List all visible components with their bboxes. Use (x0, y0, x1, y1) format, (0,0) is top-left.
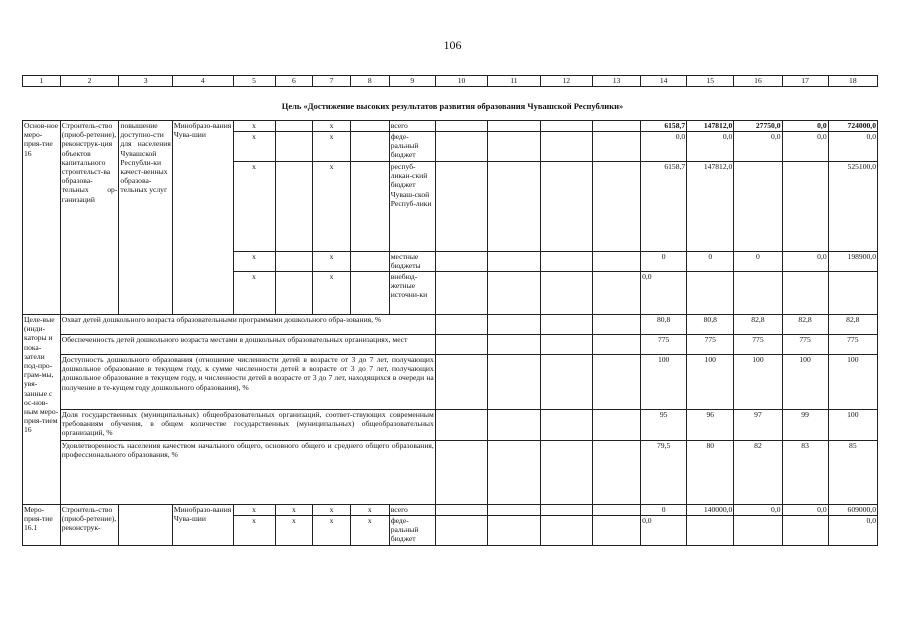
indicator-row (23, 355, 878, 410)
cell (350, 132, 389, 162)
col-num-8: 8 (350, 76, 389, 87)
cell (592, 272, 640, 315)
cell (687, 272, 734, 315)
indicator-row (23, 441, 878, 505)
cell: 100 (828, 410, 877, 441)
cell (540, 505, 592, 516)
cell (435, 132, 487, 162)
cell (350, 121, 389, 132)
cell: x (275, 505, 313, 516)
cell: 140000,0 (687, 505, 734, 516)
cell: 0 (734, 252, 782, 272)
cell (592, 252, 640, 272)
cell (435, 272, 487, 315)
cell: x (313, 272, 351, 315)
col-num-13: 13 (592, 76, 640, 87)
cell: x (313, 121, 351, 132)
cell (488, 441, 540, 505)
indicator-row (23, 410, 878, 441)
cell: x (313, 516, 351, 546)
cell: x (313, 505, 351, 516)
activity16-executor: Минобразо-вания Чува-шии (172, 121, 233, 315)
cell: 80 (687, 441, 734, 505)
cell (488, 272, 540, 315)
cell (592, 516, 640, 546)
cell (540, 441, 592, 505)
cell: x (313, 252, 351, 272)
cell (687, 516, 734, 546)
cell: 147812,0 (687, 121, 734, 132)
activity161-name: Строитель-ство (приоб-ретение), реконструк- (60, 505, 119, 546)
cell (592, 132, 640, 162)
cell: 80,8 (687, 315, 734, 335)
cell (734, 272, 782, 315)
cell: x (233, 162, 275, 252)
cell (435, 162, 487, 252)
cell (592, 335, 640, 355)
col-num-15: 15 (687, 76, 734, 87)
cell: 0,0 (782, 505, 828, 516)
program-table (22, 120, 878, 546)
indicator-row (23, 335, 878, 355)
cell (592, 315, 640, 335)
cell (435, 355, 487, 410)
cell (540, 335, 592, 355)
cell: x (233, 132, 275, 162)
cell: 83 (782, 441, 828, 505)
col-num-18: 18 (828, 76, 877, 87)
cell: 99 (782, 410, 828, 441)
cell: 0,0 (641, 272, 687, 315)
cell (540, 410, 592, 441)
activity16-type: Основ-ное меро-прия-тие 16 (23, 121, 61, 315)
cell (275, 121, 313, 132)
cell (435, 121, 487, 132)
cell: 82 (734, 441, 782, 505)
activity16-goal: повышение доступно-сти для населения Чувашской Республи-ки качест-венных образова-тельных услуг (119, 121, 172, 315)
funding-source: всего (389, 121, 435, 132)
col-num-16: 16 (734, 76, 782, 87)
col-num-14: 14 (641, 76, 687, 87)
cell: x (350, 516, 389, 546)
cell: x (233, 505, 275, 516)
cell (275, 132, 313, 162)
col-num-11: 11 (488, 76, 540, 87)
cell: x (233, 121, 275, 132)
col-num-9: 9 (389, 76, 435, 87)
cell (592, 505, 640, 516)
cell (540, 162, 592, 252)
cell (488, 121, 540, 132)
cell (350, 162, 389, 252)
cell (488, 355, 540, 410)
cell (488, 132, 540, 162)
indicator-text: Доступность дошкольного образования (отношение численности детей в возрасте от 3 до 7 лет, получающих дошкольное образование в текущем году, к сумме численности детей в возрасте от 3 до 7 лет, получающих дошкольное образование в текущем году, и численности детей в возрасте от 3 до 7 лет, находящихся в очереди на получение в те-кущем году дошкольного образования), % (60, 355, 435, 410)
cell: x (233, 516, 275, 546)
cell: 775 (641, 335, 687, 355)
cell: 82,8 (782, 315, 828, 335)
cell (540, 272, 592, 315)
cell: x (233, 272, 275, 315)
cell: 775 (734, 335, 782, 355)
cell (540, 121, 592, 132)
cell: 525100,0 (828, 162, 877, 252)
activity161-type: Меро-прия-тие 16.1 (23, 505, 61, 546)
cell: 80,8 (641, 315, 687, 335)
cell (435, 252, 487, 272)
cell (540, 252, 592, 272)
cell: 79,5 (641, 441, 687, 505)
cell: 0,0 (641, 516, 687, 546)
cell: 0 (687, 252, 734, 272)
indicator-text: Охват детей дошкольного возраста образовательными программами дошкольного обра-зования, % (60, 315, 435, 335)
cell (592, 162, 640, 252)
col-num-17: 17 (782, 76, 828, 87)
cell: 100 (734, 355, 782, 410)
cell: 0,0 (782, 252, 828, 272)
col-num-7: 7 (313, 76, 351, 87)
col-num-1: 1 (23, 76, 61, 87)
cell (350, 252, 389, 272)
cell: x (233, 252, 275, 272)
cell: 6158,7 (641, 121, 687, 132)
cell (540, 355, 592, 410)
cell: 0,0 (828, 132, 877, 162)
cell (782, 516, 828, 546)
cell: 0,0 (782, 121, 828, 132)
cell (275, 162, 313, 252)
cell (488, 505, 540, 516)
cell: 775 (687, 335, 734, 355)
targets-label: Целе-вые (инди-каторы и пока-затели под-про-грам-мы, увя-занные с ос-нов-ным меро-прия-тием 16 (23, 315, 61, 505)
cell (435, 335, 487, 355)
col-num-12: 12 (540, 76, 592, 87)
cell (350, 272, 389, 315)
funding-source: респуб-ликан-ский бюджет Чуваш-ской Респуб-лики (389, 162, 435, 252)
cell: 0 (641, 252, 687, 272)
cell (782, 272, 828, 315)
col-num-2: 2 (60, 76, 119, 87)
cell (592, 121, 640, 132)
cell (488, 410, 540, 441)
indicator-text: Обеспеченность детей дошкольного возраста местами в дошкольных образовательных организациях, мест (60, 335, 435, 355)
col-num-10: 10 (435, 76, 487, 87)
activity16-name: Строитель-ство (приоб-ретение), реконструк-ция объектов капитального строительст-ва образова-тельных ор-ганизаций (60, 121, 119, 315)
indicator-row (23, 315, 878, 335)
cell: 100 (782, 355, 828, 410)
cell (488, 252, 540, 272)
cell: 0,0 (687, 132, 734, 162)
cell (592, 410, 640, 441)
cell: 85 (828, 441, 877, 505)
cell: 775 (828, 335, 877, 355)
col-num-3: 3 (119, 76, 172, 87)
cell: x (275, 516, 313, 546)
cell: 100 (687, 355, 734, 410)
cell: 0,0 (734, 132, 782, 162)
cell (828, 272, 877, 315)
cell: 0 (641, 505, 687, 516)
table-row (23, 121, 878, 132)
cell: 0,0 (734, 505, 782, 516)
cell: 0,0 (828, 516, 877, 546)
cell: 97 (734, 410, 782, 441)
cell: x (350, 505, 389, 516)
funding-source: всего (389, 505, 435, 516)
cell (119, 505, 172, 546)
cell: 27750,0 (734, 121, 782, 132)
cell (435, 505, 487, 516)
cell: 0,0 (641, 132, 687, 162)
cell: 0,0 (782, 132, 828, 162)
cell: 96 (687, 410, 734, 441)
cell (435, 516, 487, 546)
cell: 724000,0 (828, 121, 877, 132)
page-number: 106 (443, 38, 462, 52)
cell (540, 315, 592, 335)
cell: 609000,0 (828, 505, 877, 516)
cell (734, 162, 782, 252)
cell (488, 315, 540, 335)
cell (435, 410, 487, 441)
cell: 100 (828, 355, 877, 410)
funding-source: феде-ральный бюджет (389, 132, 435, 162)
col-num-4: 4 (172, 76, 233, 87)
cell: 95 (641, 410, 687, 441)
table-row (23, 505, 878, 516)
indicator-text: Удовлетворенность населения качеством начального общего, основного общего и среднего общего образования, профессионального образования, % (60, 441, 435, 505)
cell (488, 516, 540, 546)
cell: x (313, 132, 351, 162)
cell (488, 162, 540, 252)
cell (488, 335, 540, 355)
column-number-header (22, 75, 878, 87)
cell (275, 252, 313, 272)
cell (592, 441, 640, 505)
cell (435, 441, 487, 505)
col-num-6: 6 (275, 76, 313, 87)
activity161-executor: Минобразо-вания Чува-шии (172, 505, 233, 546)
funding-source: внебюд-жетные источни-ки (389, 272, 435, 315)
cell: 100 (641, 355, 687, 410)
cell (592, 355, 640, 410)
cell (782, 162, 828, 252)
cell: 82,8 (734, 315, 782, 335)
cell: x (313, 162, 351, 252)
cell: 6158,7 (641, 162, 687, 252)
indicator-text: Доля государственных (муниципальных) общеобразовательных организаций, соответ-ствующих современным требованиям обучения, в общем количестве государственных (муниципальных) общеобразовательных организаций, % (60, 410, 435, 441)
funding-source: местные бюджеты (389, 252, 435, 272)
cell (734, 516, 782, 546)
funding-source: феде-ральный бюджет (389, 516, 435, 546)
cell (435, 315, 487, 335)
col-num-5: 5 (233, 76, 275, 87)
cell (540, 516, 592, 546)
cell: 82,8 (828, 315, 877, 335)
cell (275, 272, 313, 315)
cell (540, 132, 592, 162)
cell: 775 (782, 335, 828, 355)
goal-title: Цель «Достижение высоких результатов развития образования Чувашской Республики» (281, 101, 624, 111)
cell: 198900,0 (828, 252, 877, 272)
cell: 147812,0 (687, 162, 734, 252)
